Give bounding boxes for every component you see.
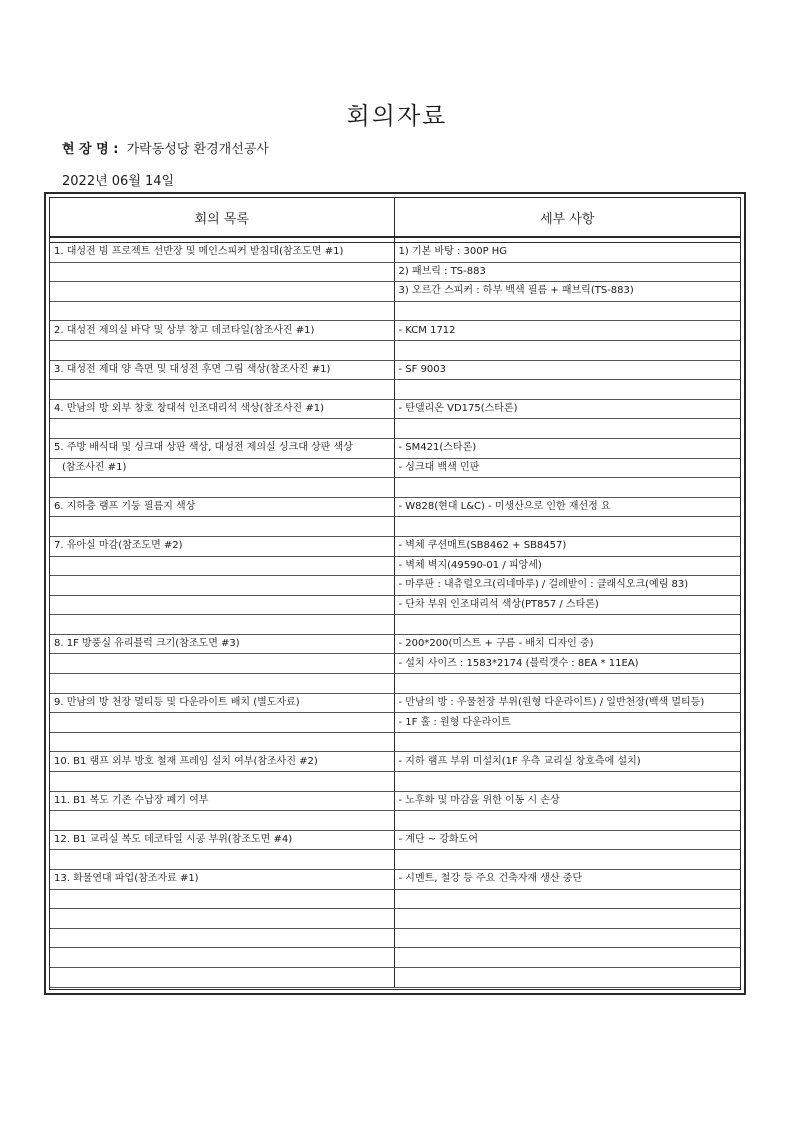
table-row [50,791,740,811]
detail-cell: - KCM 1712 [394,321,740,341]
agenda-cell [50,928,394,948]
document-title: 회의자료 [346,102,448,130]
detail-cell: - SF 9003 [394,360,740,380]
agenda-cell [50,282,394,302]
detail-cell [394,478,740,498]
table-body [50,237,740,987]
agenda-cell: 4. 만남의 방 외부 창호 창대석 인조대리석 색상(참조사진 #1) [50,399,394,419]
table-row [50,380,740,400]
table-row [50,360,740,380]
table-row [50,536,740,556]
meeting-date: 2022년 06월 14일 [62,174,175,189]
table-row [50,615,740,635]
table-row [50,634,740,654]
detail-cell: - 벽체 벽지(49590-01 / 피앙세) [394,556,740,576]
detail-cell [394,674,740,694]
detail-cell [394,909,740,929]
table-row [50,811,740,831]
meeting-table-inner [49,197,741,990]
table-row [50,713,740,733]
agenda-cell: 1. 대성전 빔 프로젝트 선반장 및 메인스피커 받침대(참조도면 #1) [50,243,394,263]
table-row [50,419,740,439]
agenda-cell: 11. B1 복도 기존 수납장 폐기 여부 [50,791,394,811]
agenda-cell [50,595,394,615]
agenda-cell: 12. B1 교리실 복도 데코타일 시공 부위(참조도면 #4) [50,830,394,850]
detail-cell: - 200*200(미스트 + 구름 - 배치 디자인 중) [394,634,740,654]
table-row [50,830,740,850]
agenda-cell [50,478,394,498]
table-row [50,243,740,263]
detail-cell [394,967,740,987]
agenda-cell [50,732,394,752]
detail-cell [394,517,740,537]
agenda-cell: 2. 대성전 제의실 바닥 및 상부 창고 데코타일(참조사진 #1) [50,321,394,341]
detail-cell [394,301,740,321]
agenda-cell [50,380,394,400]
detail-cell: - 단차 부위 인조대리석 색상(PT857 / 스타론) [394,595,740,615]
agenda-cell [50,340,394,360]
agenda-cell [50,615,394,635]
agenda-cell: 9. 만남의 방 천장 멀티등 및 다운라이트 배치 (별도자료) [50,693,394,713]
detail-cell: - 설치 사이즈 : 1583*2174 (블럭갯수 : 8EA * 11EA) [394,654,740,674]
header-details: 세부 사항 [394,198,740,237]
table-row [50,889,740,909]
table-row [50,870,740,890]
agenda-cell [50,772,394,792]
detail-cell [394,928,740,948]
detail-cell [394,615,740,635]
detail-cell: - 지하 램프 부위 미설치(1F 우측 교리실 창호측에 설치) [394,752,740,772]
detail-cell [394,772,740,792]
agenda-cell: 6. 지하층 램프 기둥 필름지 색상 [50,497,394,517]
table-row [50,752,740,772]
detail-cell [394,380,740,400]
meeting-table-frame [44,192,746,995]
table-row [50,576,740,596]
detail-cell [394,850,740,870]
detail-cell [394,948,740,968]
agenda-cell [50,301,394,321]
agenda-cell: 5. 주방 배식대 및 싱크대 상판 색상, 대성전 제의실 싱크대 상판 색상 [50,438,394,458]
detail-cell: 2) 패브릭 : TS-883 [394,262,740,282]
table-row [50,928,740,948]
header-agenda: 회의 목록 [50,198,394,237]
detail-cell [394,340,740,360]
agenda-cell [50,850,394,870]
detail-cell: - 1F 홀 : 원형 다운라이트 [394,713,740,733]
site-name [62,138,269,157]
agenda-cell: 13. 화물연대 파업(참조자료 #1) [50,870,394,890]
detail-cell: - 만남의 방 : 우물천장 부위(원형 다운라이트) / 일반천장(백색 멀티등) [394,693,740,713]
agenda-cell [50,909,394,929]
table-row [50,340,740,360]
agenda-cell [50,811,394,831]
table-row [50,772,740,792]
detail-cell [394,811,740,831]
detail-cell: - 탄델리온 VD175(스타론) [394,399,740,419]
detail-cell: - 노후화 및 마감을 위한 이동 시 손상 [394,791,740,811]
table-header-row [50,198,740,237]
table-row [50,478,740,498]
table-row [50,497,740,517]
table-row [50,732,740,752]
meeting-table [50,198,740,988]
detail-cell: 1) 기본 바탕 : 300P HG [394,243,740,263]
agenda-cell [50,889,394,909]
table-row [50,321,740,341]
table-row [50,595,740,615]
agenda-cell [50,674,394,694]
agenda-cell [50,948,394,968]
table-row [50,674,740,694]
detail-cell: - 시멘트, 철강 등 주요 건축자재 생산 중단 [394,870,740,890]
detail-cell: - 벽체 쿠션매트(SB8462 + SB8457) [394,536,740,556]
detail-cell: 3) 오르간 스피커 : 하부 백색 필름 + 패브릭(TS-883) [394,282,740,302]
agenda-cell [50,556,394,576]
agenda-cell [50,576,394,596]
table-row [50,948,740,968]
detail-cell [394,419,740,439]
agenda-cell: 8. 1F 방풍실 유리블럭 크기(참조도면 #3) [50,634,394,654]
table-row [50,399,740,419]
detail-cell: - W828(현대 L&C) - 미생산으로 인한 재선정 요 [394,497,740,517]
detail-cell: - 계단 ~ 강화도어 [394,830,740,850]
table-row [50,262,740,282]
table-row [50,850,740,870]
agenda-cell: 7. 유아실 마감(참조도면 #2) [50,536,394,556]
detail-cell: - 마루판 : 내츄럴오크(리네마루) / 걸레받이 : 클래식오크(예림 83) [394,576,740,596]
table-row [50,654,740,674]
agenda-cell [50,419,394,439]
table-row [50,909,740,929]
table-row [50,693,740,713]
agenda-cell [50,262,394,282]
agenda-cell: (참조사진 #1) [50,458,394,478]
site-label: 현 장 명 : [62,142,119,157]
table-row [50,517,740,537]
agenda-cell [50,967,394,987]
agenda-cell [50,713,394,733]
table-row [50,556,740,576]
table-row [50,967,740,987]
table-row [50,301,740,321]
detail-cell: - SM421(스타론) [394,438,740,458]
detail-cell [394,732,740,752]
table-row [50,438,740,458]
detail-cell: - 싱크대 백색 민판 [394,458,740,478]
agenda-cell [50,517,394,537]
table-row [50,282,740,302]
table-row [50,458,740,478]
detail-cell [394,889,740,909]
agenda-cell: 3. 대성전 제대 양 측면 및 대성전 후면 그림 색상(참조사진 #1) [50,360,394,380]
site-value: 가락동성당 환경개선공사 [126,142,269,157]
agenda-cell [50,654,394,674]
agenda-cell: 10. B1 램프 외부 방호 철재 프레임 설치 여부(참조사진 #2) [50,752,394,772]
